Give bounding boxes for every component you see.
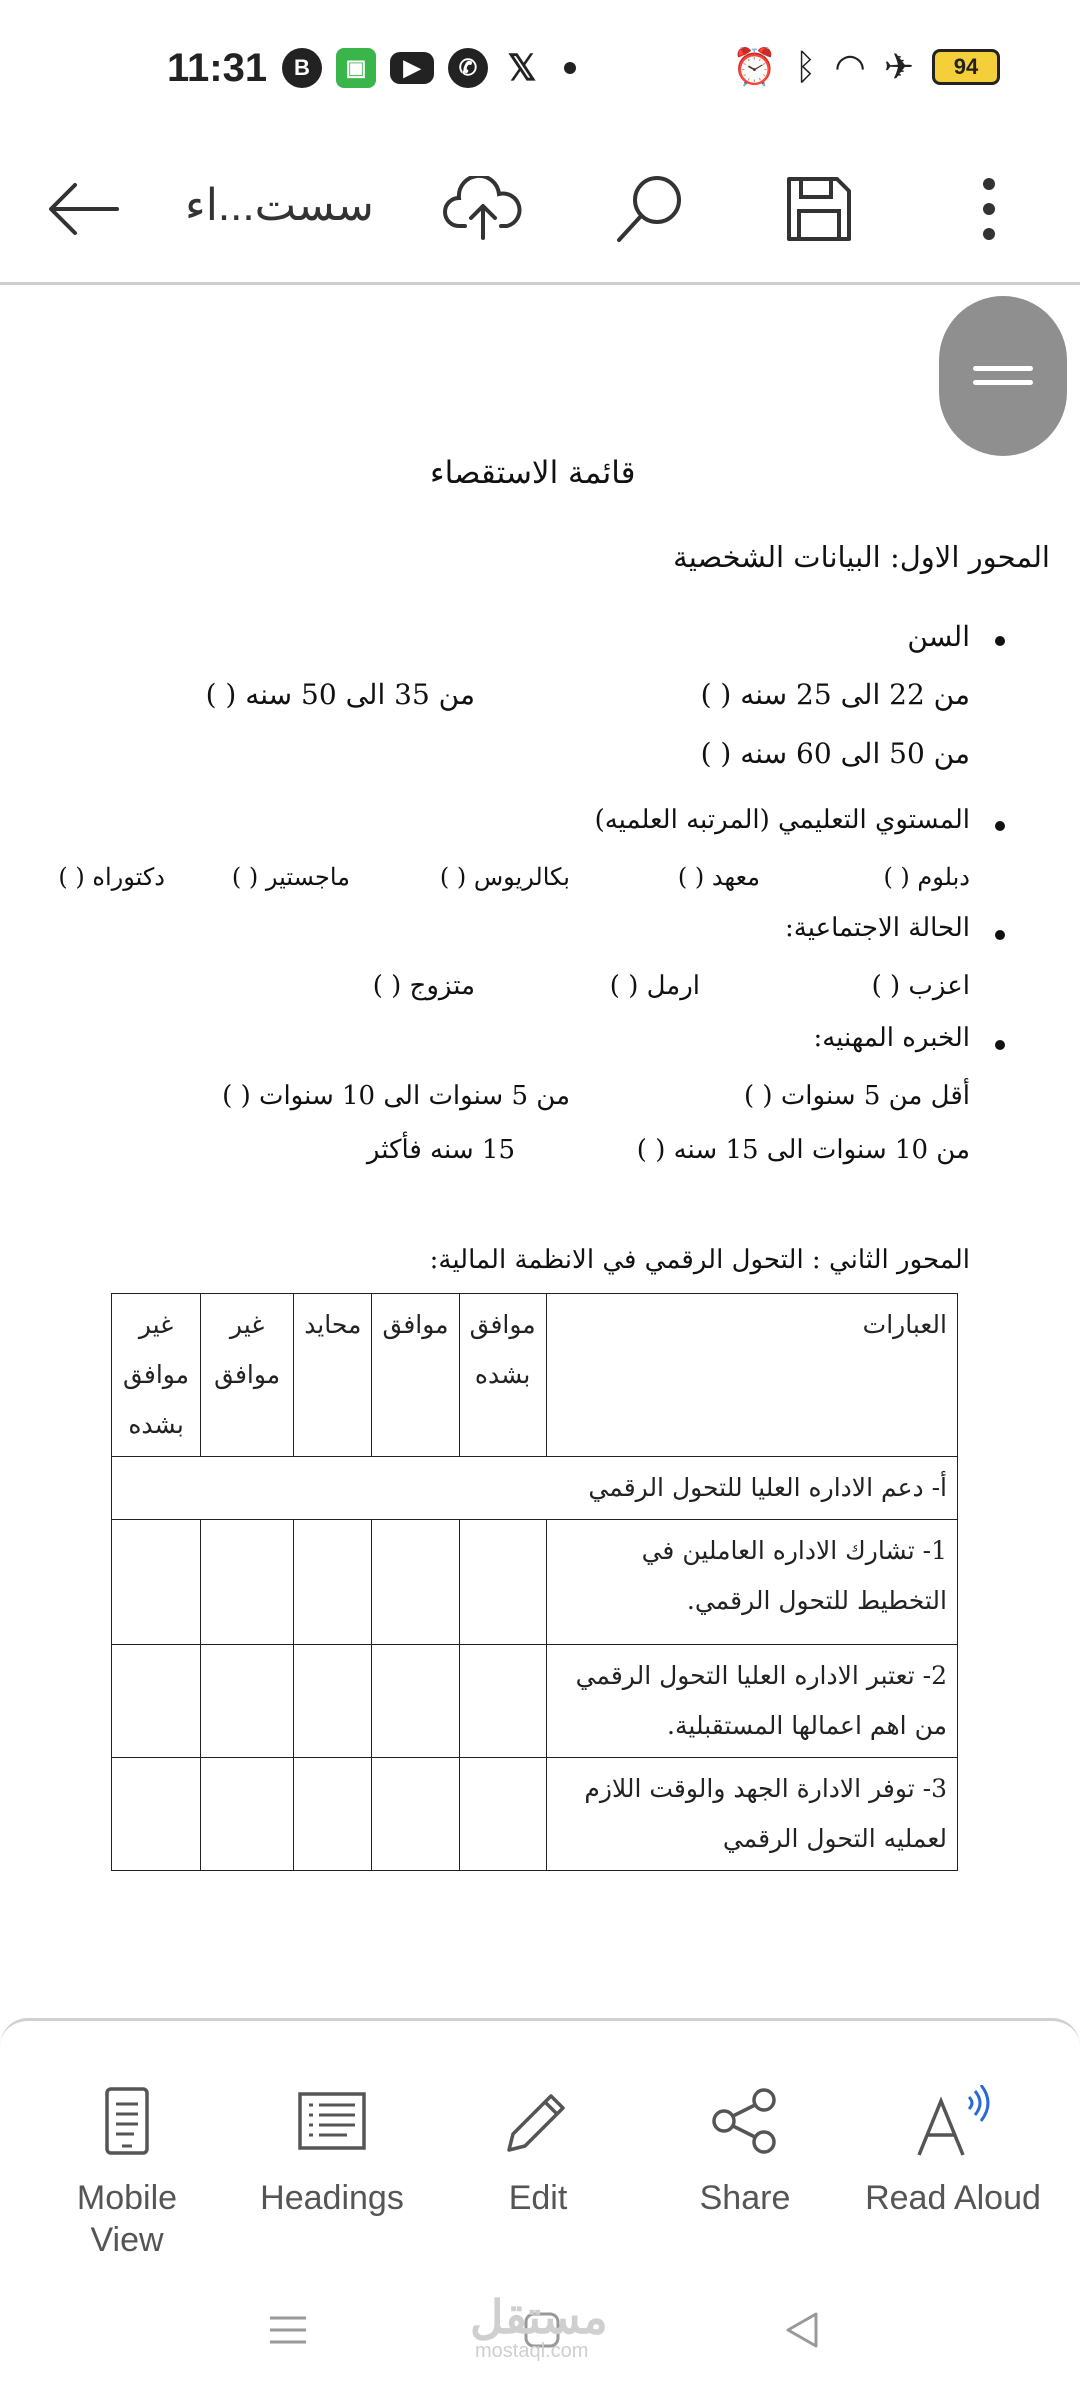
education-diploma: دبلوم ( ) bbox=[883, 863, 970, 891]
watermark-url: mostaql.com bbox=[475, 2340, 589, 2362]
experience-option-2: من 5 سنوات الى 10 سنوات ( ) bbox=[222, 1081, 570, 1111]
messenger-icon: ✆ bbox=[448, 48, 488, 88]
marital-label: الحالة الاجتماعية: bbox=[785, 913, 970, 943]
statement-3: 3- توفر الادارة الجهد والوقت اللازم لعمليه التحول الرقمي bbox=[546, 1758, 957, 1871]
airplane-icon: ✈ bbox=[883, 46, 914, 87]
youtube-icon: ▶ bbox=[390, 52, 434, 84]
mobile-view-icon bbox=[104, 2086, 150, 2156]
bluetooth-icon: ᛒ bbox=[794, 46, 817, 87]
cell-empty[interactable] bbox=[294, 1645, 372, 1758]
save-icon[interactable] bbox=[774, 164, 864, 254]
alarm-icon: ⏰ bbox=[731, 46, 777, 87]
read-aloud-icon bbox=[913, 2085, 993, 2157]
statement-1: 1- تشارك الاداره العاملين في التخطيط للتحول الرقمي. bbox=[546, 1520, 957, 1645]
cell-empty[interactable] bbox=[459, 1645, 546, 1758]
document-page bbox=[0, 285, 1080, 2015]
handle-line bbox=[973, 380, 1033, 385]
upload-cloud-icon[interactable] bbox=[438, 164, 528, 254]
header-statements: العبارات bbox=[546, 1294, 957, 1457]
recents-icon[interactable] bbox=[268, 2310, 308, 2355]
age-option-2: من 35 الى 50 سنه ( ) bbox=[205, 678, 475, 711]
cell-empty[interactable] bbox=[459, 1520, 546, 1645]
headings-button[interactable] bbox=[232, 2081, 432, 2219]
search-icon[interactable] bbox=[605, 164, 695, 254]
bullet bbox=[995, 1040, 1005, 1050]
cell-empty[interactable] bbox=[372, 1645, 459, 1758]
section2-heading: المحور الثاني : التحول الرقمي في الانظمة المالية: bbox=[429, 1245, 970, 1275]
header-disagree: غير موافق bbox=[201, 1294, 294, 1457]
cell-empty[interactable] bbox=[201, 1645, 294, 1758]
table-header-row bbox=[112, 1294, 958, 1457]
cell-empty[interactable] bbox=[459, 1758, 546, 1871]
cell-empty[interactable] bbox=[201, 1520, 294, 1645]
survey-title: قائمة الاستقصاء bbox=[430, 455, 636, 491]
cell-empty[interactable] bbox=[372, 1520, 459, 1645]
header-strongly-disagree: غير موافق بشده bbox=[112, 1294, 201, 1457]
bullet bbox=[995, 821, 1005, 831]
mobile-view-button[interactable] bbox=[27, 2081, 227, 2261]
header-strongly-agree: موافق بشده bbox=[459, 1294, 546, 1457]
table-subsection-row bbox=[112, 1457, 958, 1520]
survey-table bbox=[111, 1293, 958, 1871]
handle-line bbox=[973, 366, 1033, 371]
mobile-view-label: Mobile View bbox=[76, 2179, 178, 2259]
experience-option-4: 15 سنه فأكثر bbox=[366, 1135, 515, 1165]
more-vert-icon[interactable] bbox=[944, 164, 1034, 254]
scroll-handle[interactable] bbox=[939, 296, 1067, 456]
cell-empty[interactable] bbox=[372, 1758, 459, 1871]
education-phd: دكتوراه ( ) bbox=[58, 863, 165, 891]
bullet bbox=[995, 930, 1005, 940]
watermark-logo: مستقل bbox=[470, 2291, 608, 2343]
cell-empty[interactable] bbox=[294, 1758, 372, 1871]
back-arrow-icon[interactable] bbox=[38, 164, 128, 254]
toolbar bbox=[0, 140, 1080, 285]
dot-icon bbox=[564, 62, 576, 74]
education-bachelor: بكالريوس ( ) bbox=[439, 863, 570, 891]
share-button[interactable] bbox=[645, 2081, 845, 2219]
experience-option-3: من 10 سنوات الى 15 سنه ( ) bbox=[636, 1135, 970, 1165]
experience-option-1: أقل من 5 سنوات ( ) bbox=[744, 1081, 970, 1111]
education-master: ماجستير ( ) bbox=[231, 863, 350, 891]
education-institute: معهد ( ) bbox=[677, 863, 760, 891]
table-row bbox=[112, 1645, 958, 1758]
notification-icons bbox=[282, 48, 576, 88]
read-aloud-button[interactable] bbox=[853, 2081, 1053, 2219]
table-row bbox=[112, 1520, 958, 1645]
cell-empty[interactable] bbox=[112, 1520, 201, 1645]
bullet bbox=[995, 636, 1005, 646]
share-label: Share bbox=[699, 2179, 791, 2217]
battery-icon: 94 bbox=[932, 49, 1000, 85]
marital-single: اعزب ( ) bbox=[871, 971, 970, 1001]
edit-label: Edit bbox=[508, 2179, 568, 2217]
age-option-1: من 22 الى 25 سنه ( ) bbox=[700, 678, 970, 711]
back-icon[interactable] bbox=[782, 2310, 822, 2355]
pencil-icon bbox=[503, 2086, 573, 2156]
share-icon bbox=[710, 2086, 780, 2156]
marital-widow: ارمل ( ) bbox=[609, 971, 700, 1001]
read-aloud-label: Read Aloud bbox=[865, 2179, 1041, 2217]
system-icons bbox=[732, 46, 1000, 88]
x-icon: 𝕏 bbox=[507, 47, 537, 88]
subsection-title: أ- دعم الاداره العليا للتحول الرقمي bbox=[112, 1457, 958, 1520]
cell-empty[interactable] bbox=[201, 1758, 294, 1871]
statement-2: 2- تعتبر الاداره العليا التحول الرقمي من اهم اعمالها المستقبلية. bbox=[546, 1645, 957, 1758]
header-agree: موافق bbox=[372, 1294, 459, 1457]
status-time: 11:31 bbox=[167, 46, 268, 90]
document-title[interactable]: سست...اء bbox=[185, 181, 374, 230]
bottom-nav bbox=[0, 2018, 1080, 2271]
age-label: السن bbox=[907, 620, 970, 653]
section1-heading: المحور الاول: البيانات الشخصية bbox=[673, 540, 1050, 574]
header-neutral: محايد bbox=[294, 1294, 372, 1457]
age-option-3: من 50 الى 60 سنه ( ) bbox=[700, 737, 970, 770]
headings-icon bbox=[297, 2091, 367, 2151]
headings-label: Headings bbox=[260, 2179, 404, 2217]
table-row bbox=[112, 1758, 958, 1871]
cell-empty[interactable] bbox=[112, 1758, 201, 1871]
b-icon: B bbox=[282, 48, 322, 88]
cell-empty[interactable] bbox=[294, 1520, 372, 1645]
wifi-icon: ◠ bbox=[834, 46, 866, 87]
cell-empty[interactable] bbox=[112, 1645, 201, 1758]
app-green-icon: ▣ bbox=[336, 48, 376, 88]
experience-label: الخبره المهنيه: bbox=[813, 1023, 970, 1053]
education-label: المستوي التعليمي (المرتبه العلميه) bbox=[594, 805, 970, 835]
marital-married: متزوج ( ) bbox=[372, 971, 475, 1001]
status-bar bbox=[0, 0, 1080, 140]
edit-button[interactable] bbox=[438, 2081, 638, 2219]
